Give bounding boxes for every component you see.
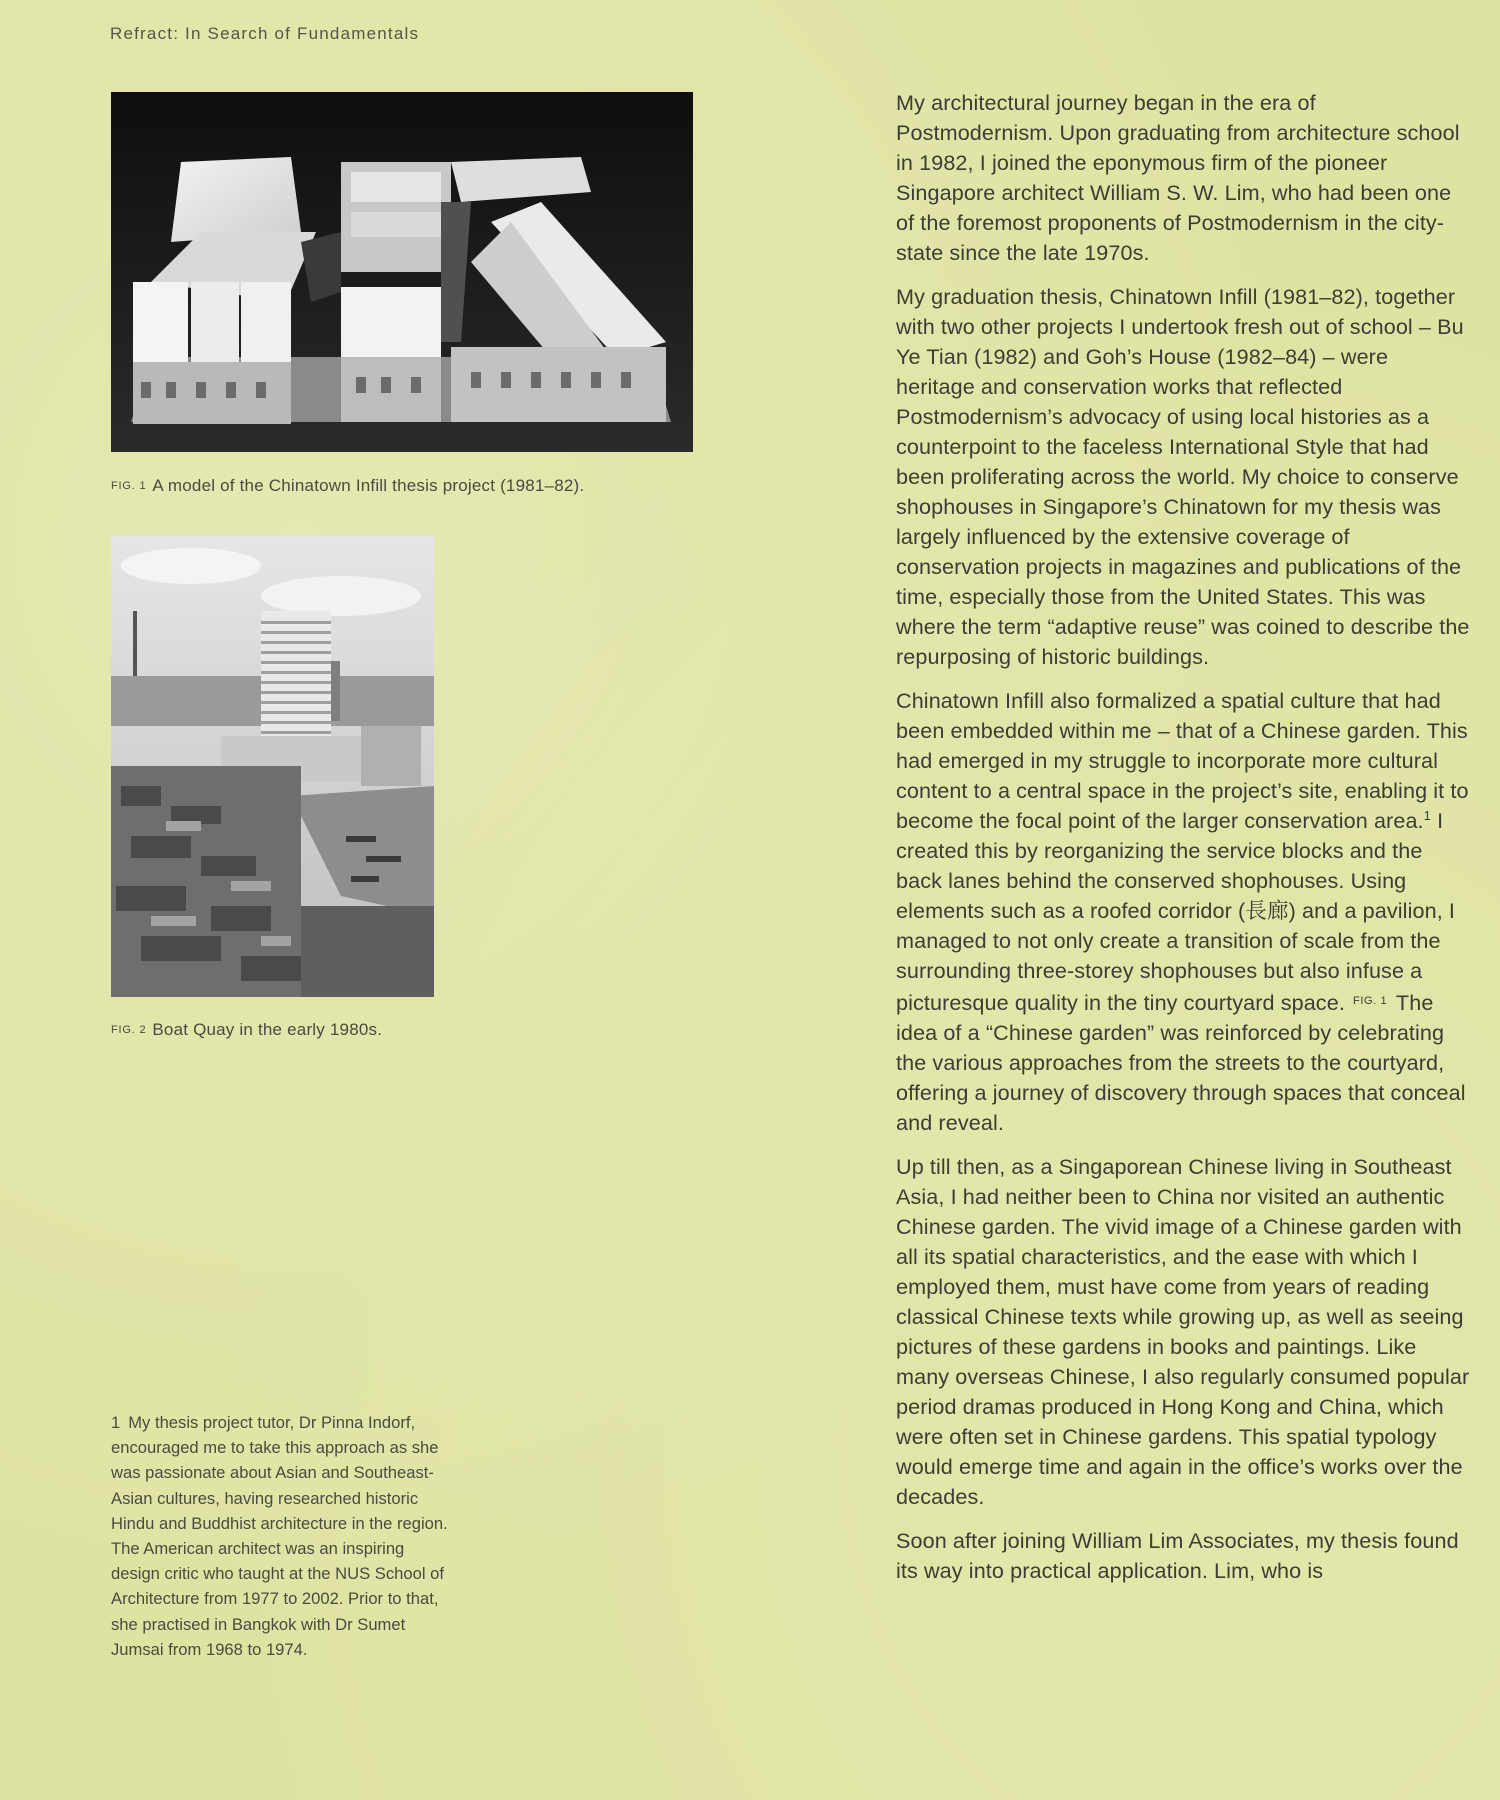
paragraph-1: My architectural journey began in the era of Postmodernism. Upon graduating from architecture school in 1982, I joined the eponymous firm of the pioneer Singapore architect William S. W. Lim, who had been one of the foremost proponents of Postmodernism in the city-state since the late 1970s. [896, 90, 1460, 265]
figure-2-label: FIG. 2 [111, 1024, 147, 1036]
figure-2-boat-quay-photo [111, 536, 434, 997]
figure-1-caption [111, 476, 584, 496]
body-text [896, 88, 1471, 1600]
figure-1-model-photo [111, 92, 693, 452]
footnote-1 [111, 1410, 456, 1662]
paragraph-3-part-b: I created this by reorganizing the service blocks and the back lanes behind the conserved shophouses. Using elements such as a roofed corridor (長廊) and a pavilion, I managed to not only create a transition of scale from the surrounding three-storey shophouses but also infuse a picturesque quality in the tiny courtyard space. [896, 808, 1455, 1015]
paragraph-3 [896, 686, 1471, 1138]
figure-1-label: FIG. 1 [111, 480, 147, 492]
figure-2-caption [111, 1020, 382, 1040]
footnote-number: 1 [111, 1413, 121, 1432]
city-skyline-icon [111, 536, 434, 997]
architectural-model-icon [111, 92, 693, 452]
figure-1-caption-text: A model of the Chinatown Infill thesis project (1981–82). [152, 476, 585, 495]
paragraph-3-part-a: Chinatown Infill also formalized a spatial culture that had been embedded within me – that of a Chinese garden. This had emerged in my struggle to incorporate more cultural content to a central space in the project’s site, enabling it to become the focal point of the larger conservation area. [896, 688, 1469, 833]
footnote-reference-1[interactable]: 1 [1423, 808, 1432, 823]
running-head: Refract: In Search of Fundamentals [110, 24, 420, 43]
paragraph-4: Up till then, as a Singaporean Chinese living in Southeast Asia, I had neither been to China nor visited an authentic Chinese garden. The vivid image of a Chinese garden with all its spatial characteristics, and the ease with which I employed them, must have come from years of reading classical Chinese texts while growing up, as well as seeing pictures of these gardens in books and paintings. Like many overseas Chinese, I also regularly consumed popular period dramas produced in Hong Kong and China, which were often set in Chinese gardens. This spatial typology would emerge time and again in the office’s works over the decades. [896, 1154, 1470, 1509]
paragraph-5: Soon after joining William Lim Associates, my thesis found its way into practical application. Lim, who is [896, 1528, 1459, 1583]
figure-2-caption-text: Boat Quay in the early 1980s. [152, 1020, 383, 1039]
inline-figure-reference[interactable]: FIG. 1 [1353, 995, 1388, 1007]
paragraph-3-part-c: The idea of a “Chinese garden” was reinforced by celebrating the various approaches from the streets to the courtyard, offering a journey of discovery through spaces that conceal and reveal. [896, 990, 1466, 1135]
paragraph-2: My graduation thesis, Chinatown Infill (1981–82), together with two other projects I undertook fresh out of school – Bu Ye Tian (1982) and Goh’s House (1982–84) – were heritage and conservation works that reflected Postmodernism’s advocacy of using local histories as a counterpoint to the faceless International Style that had been proliferating across the world. My choice to conserve shophouses in Singapore’s Chinatown for my thesis was largely influenced by the extensive coverage of conservation projects in magazines and publications of the time, especially those from the United States. This was where the term “adaptive reuse” was coined to describe the repurposing of historic buildings. [896, 284, 1470, 669]
footnote-text: My thesis project tutor, Dr Pinna Indorf, encouraged me to take this approach as she was passionate about Asian and Southeast-Asian cultures, having researched historic Hindu and Buddhist architecture in the region. The American architect was an inspiring design critic who taught at the NUS School of Architecture from 1977 to 2002. Prior to that, she practised in Bangkok with Dr Sumet Jumsai from 1968 to 1974. [111, 1413, 448, 1659]
